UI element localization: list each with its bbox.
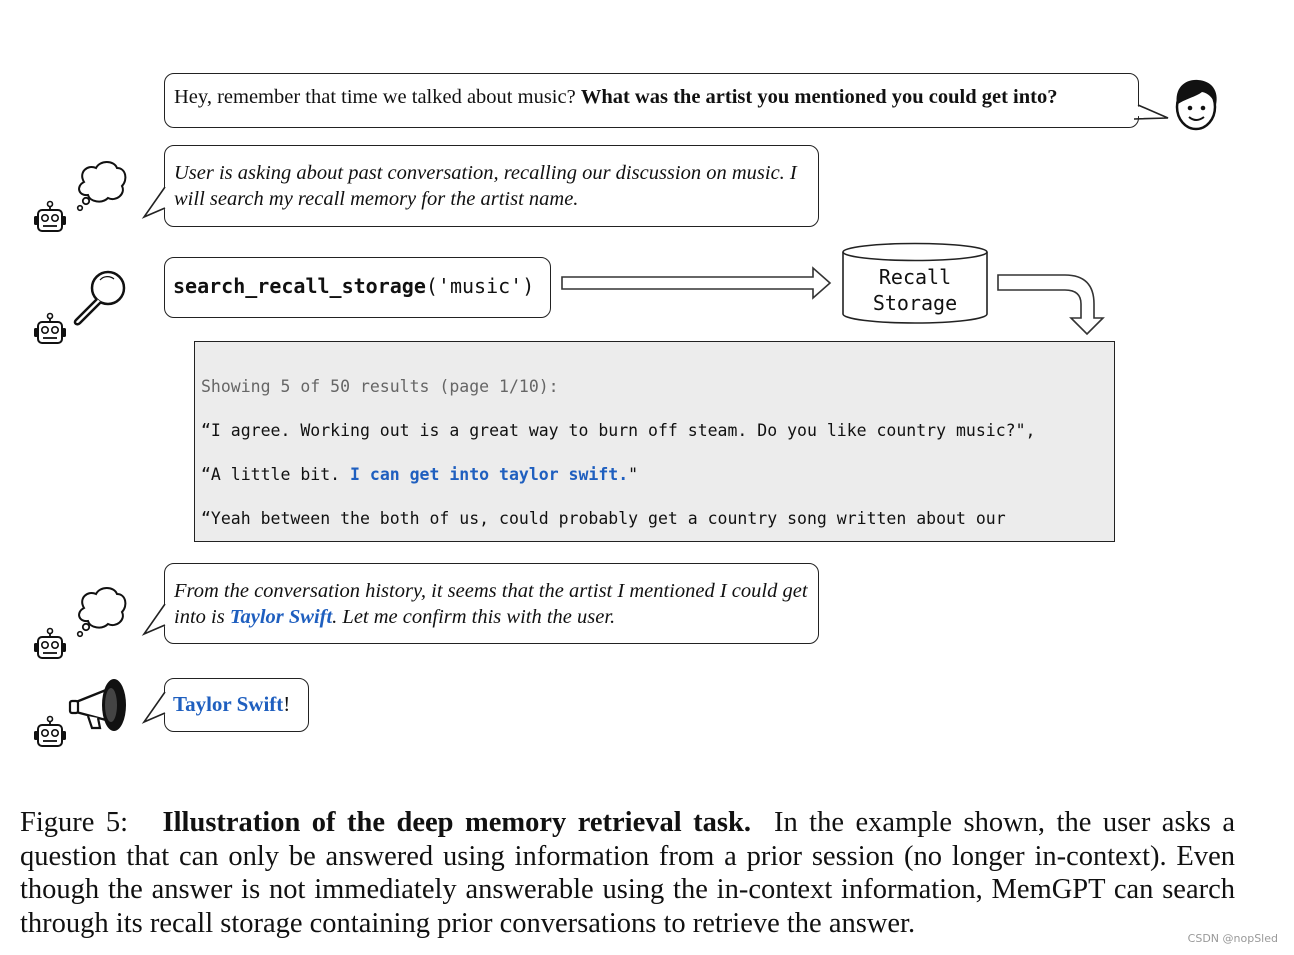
thought-2-pre: From the conversation history, it seems that the artist I mentioned I could get into is bbox=[174, 580, 808, 628]
robot-icon bbox=[33, 200, 69, 236]
thought-bubble-2-tail-icon bbox=[140, 602, 180, 642]
storage-label bbox=[843, 264, 987, 316]
thought-1-text: User is asking about past conversation, recalling our discussion on music. I will search my recall memory for the artist name. bbox=[174, 162, 797, 210]
user-message-bubble bbox=[164, 73, 1139, 128]
robot-icon bbox=[33, 627, 69, 663]
thought-cloud-icon bbox=[70, 160, 130, 215]
user-message-plain: Hey, remember that time we talked about music? bbox=[174, 86, 581, 108]
result-line-1: “I agree. Working out is a great way to burn off steam. Do you like country music?", bbox=[201, 421, 1036, 440]
answer-bubble-tail-icon bbox=[140, 690, 180, 730]
results-header: Showing 5 of 50 results (page 1/10): bbox=[201, 377, 559, 396]
function-name: search_recall_storage bbox=[173, 274, 426, 298]
caption-label: Figure 5: bbox=[20, 807, 129, 838]
thought-2-text bbox=[174, 580, 808, 628]
thought-2-highlight: Taylor Swift bbox=[229, 606, 333, 628]
user-message-bold: What was the artist you mentioned you could get into? bbox=[580, 86, 1058, 108]
arrow-bend-down-icon bbox=[995, 270, 1105, 340]
function-call-bubble bbox=[164, 257, 551, 318]
result-highlight: I can get into taylor swift. bbox=[350, 465, 629, 484]
answer-highlight: Taylor Swift bbox=[173, 692, 284, 716]
search-results-panel bbox=[194, 341, 1115, 542]
thought-cloud-icon bbox=[70, 586, 130, 641]
magnifier-icon bbox=[70, 268, 130, 328]
thought-bubble-1-tail-icon bbox=[140, 185, 180, 225]
result-line-2-pre: “A little bit. bbox=[201, 465, 351, 484]
caption-body: In the example shown, the user asks a question that can only be answered using information from a prior session (no longer in-context). Even though the answer is not immediately answerable using the in-context information, MemGPT can search through its recall storage containing prior conversations to retrieve the answer. bbox=[20, 807, 1236, 939]
thought-bubble-1 bbox=[164, 145, 819, 227]
answer-bubble bbox=[164, 678, 309, 732]
user-face-icon bbox=[1172, 77, 1222, 133]
storage-label-line-1: Recall bbox=[878, 265, 952, 289]
result-line-2 bbox=[201, 464, 1108, 486]
caption-title: Illustration of the deep memory retrieval task. bbox=[162, 807, 751, 838]
arrow-right-icon bbox=[560, 266, 835, 302]
watermark: CSDN @nopSled bbox=[1187, 932, 1278, 945]
result-line-3: “Yeah between the both of us, could probably get a country song written about our bbox=[201, 509, 1006, 528]
figure-caption bbox=[20, 806, 1235, 940]
function-args: ('music') bbox=[425, 274, 535, 298]
result-line-2-post: " bbox=[628, 465, 639, 484]
megaphone-icon bbox=[66, 676, 132, 734]
answer-post: ! bbox=[283, 692, 291, 716]
thought-bubble-2 bbox=[164, 563, 819, 644]
storage-label-line-2: Storage bbox=[872, 291, 958, 315]
robot-icon bbox=[33, 715, 69, 751]
thought-2-post: . Let me confirm this with the user. bbox=[332, 606, 616, 628]
robot-icon bbox=[33, 312, 69, 348]
